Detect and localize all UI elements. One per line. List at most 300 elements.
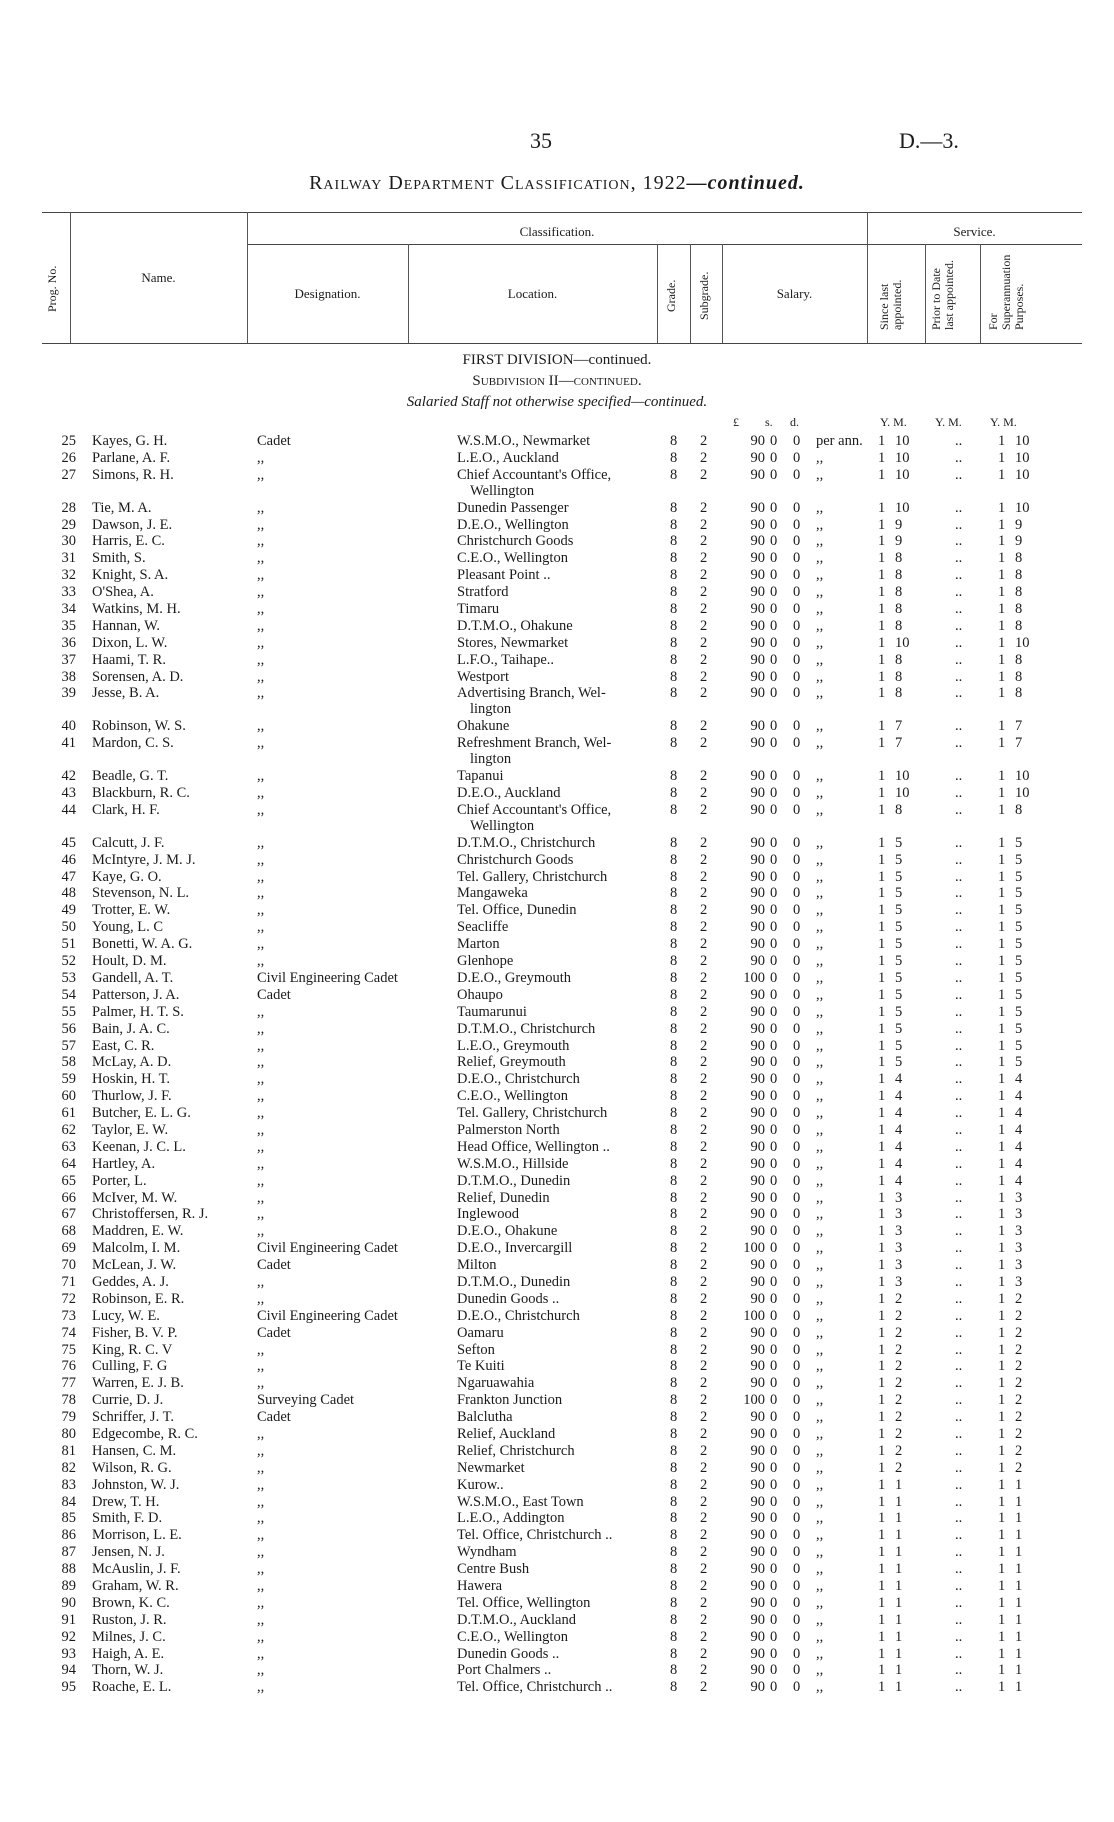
grade: 8 [670,685,678,702]
superannuation-years: 1 [998,1206,1006,1223]
designation: ,, [257,550,265,567]
location: Mangaweka [457,885,528,902]
salary-pounds: 90 [750,1375,765,1392]
designation: ,, [257,1054,265,1071]
grade: 8 [670,936,678,953]
subgrade: 2 [700,1121,708,1138]
salary-pounds: 90 [750,1679,765,1696]
designation: ,, [257,449,265,466]
superannuation-years: 1 [998,1628,1006,1645]
superannuation-months: 3 [1015,1206,1023,1223]
salary-pence: 0 [793,651,801,668]
since-last-years: 1 [878,1223,886,1240]
prior-to-date: .. [955,634,963,651]
grade: 8 [670,1611,678,1628]
salary-shillings: 0 [770,768,778,785]
superannuation-years: 1 [998,1442,1006,1459]
superannuation-years: 1 [998,685,1006,702]
since-last-months: 5 [895,868,903,885]
salary-pence: 0 [793,668,801,685]
superannuation-months: 5 [1015,919,1023,936]
prior-to-date: .. [955,834,963,851]
designation: Cadet [257,1324,291,1341]
staff-name: Stevenson, N. L. [92,885,190,902]
subgrade: 2 [700,834,708,851]
salary-period: ,, [816,1020,824,1037]
since-last-years: 1 [878,1257,886,1274]
prog-no: 42 [61,768,76,785]
superannuation-months: 1 [1015,1476,1023,1493]
staff-name: Fisher, B. V. P. [92,1324,178,1341]
grade: 8 [670,1493,678,1510]
prog-no: 39 [61,685,76,702]
prior-to-date: .. [955,1273,963,1290]
designation: Cadet [257,1409,291,1426]
salary-shillings: 0 [770,516,778,533]
table-row [0,1494,1114,1510]
salary-period: ,, [816,499,824,516]
salary-shillings: 0 [770,1172,778,1189]
grade: 8 [670,601,678,618]
superannuation-years: 1 [998,1088,1006,1105]
salary-pence: 0 [793,801,801,818]
prog-no: 88 [61,1561,76,1578]
grade: 8 [670,969,678,986]
location: Relief, Dunedin [457,1189,550,1206]
salary-pounds: 90 [750,1409,765,1426]
subgrade: 2 [700,1257,708,1274]
staff-name: Hannan, W. [92,617,161,634]
table-row [0,1156,1114,1172]
since-last-years: 1 [878,1442,886,1459]
prior-to-date: .. [955,1257,963,1274]
prior-to-date: .. [955,986,963,1003]
table-row [0,601,1114,617]
salary-pounds: 90 [750,601,765,618]
salary-shillings: 0 [770,1645,778,1662]
superannuation-years: 1 [998,433,1006,449]
subgrade: 2 [700,1290,708,1307]
designation: ,, [257,1510,265,1527]
staff-name: Bain, J. A. C. [92,1020,170,1037]
location: Chief Accountant's Office, [457,801,612,818]
since-last-years: 1 [878,1155,886,1172]
location: Glenhope [457,953,514,970]
superannuation-years: 1 [998,834,1006,851]
since-last-years: 1 [878,499,886,516]
table-row [0,1190,1114,1206]
subgrade: 2 [700,1003,708,1020]
salary-period: ,, [816,785,824,802]
salary-period: ,, [816,567,824,584]
salary-pounds: 90 [750,1561,765,1578]
salary-pounds: 90 [750,1155,765,1172]
salary-pence: 0 [793,735,801,752]
prior-to-date: .. [955,851,963,868]
prog-no: 40 [61,718,76,735]
col-for-superannuation: For Superannuation Purposes. [986,254,1026,330]
superannuation-years: 1 [998,801,1006,818]
grade: 8 [670,735,678,752]
salary-shillings: 0 [770,466,778,483]
since-last-months: 5 [895,986,903,1003]
subgrade: 2 [700,1493,708,1510]
table-row [0,1527,1114,1543]
prior-to-date: .. [955,919,963,936]
unit-pound: £ [733,415,739,429]
subgrade: 2 [700,953,708,970]
since-last-months: 3 [895,1189,903,1206]
prior-to-date: .. [955,1392,963,1409]
staff-name: Blackburn, R. C. [92,785,190,802]
location: Advertising Branch, Wel- [457,685,606,702]
staff-name: Morrison, L. E. [92,1527,182,1544]
salary-pence: 0 [793,1189,801,1206]
prior-to-date: .. [955,1324,963,1341]
superannuation-months: 2 [1015,1324,1023,1341]
salary-pence: 0 [793,785,801,802]
salary-pence: 0 [793,499,801,516]
since-last-months: 9 [895,516,903,533]
superannuation-months: 8 [1015,617,1023,634]
salary-shillings: 0 [770,1628,778,1645]
prior-to-date: .. [955,969,963,986]
since-last-months: 10 [895,634,910,651]
salary-shillings: 0 [770,1037,778,1054]
salary-pounds: 90 [750,1510,765,1527]
superannuation-months: 3 [1015,1257,1023,1274]
salary-shillings: 0 [770,449,778,466]
subgrade: 2 [700,801,708,818]
table-header [42,212,1082,344]
salary-shillings: 0 [770,1375,778,1392]
staff-name: King, R. C. V [92,1341,173,1358]
location: Taumarunui [457,1003,527,1020]
subgrade: 2 [700,466,708,483]
salary-shillings: 0 [770,851,778,868]
location: Frankton Junction [457,1392,563,1409]
salary-shillings: 0 [770,433,778,449]
prior-to-date: .. [955,1155,963,1172]
staff-name: Kaye, G. O. [92,868,162,885]
location: D.E.O., Christchurch [457,1071,580,1088]
since-last-months: 4 [895,1088,903,1105]
superannuation-months: 5 [1015,986,1023,1003]
superannuation-months: 5 [1015,868,1023,885]
table-row [0,1443,1114,1459]
prog-no: 45 [61,834,76,851]
salary-shillings: 0 [770,1459,778,1476]
salary-period: ,, [816,953,824,970]
since-last-months: 7 [895,735,903,752]
table-row [0,953,1114,969]
superannuation-months: 5 [1015,1003,1023,1020]
salary-pounds: 100 [743,1392,765,1409]
location: L.F.O., Taihape.. [457,651,555,668]
location: Newmarket [457,1459,525,1476]
superannuation-years: 1 [998,1240,1006,1257]
prior-to-date: .. [955,499,963,516]
table-row [0,1173,1114,1189]
prior-to-date: .. [955,1037,963,1054]
table-row [0,1291,1114,1307]
prior-to-date: .. [955,1088,963,1105]
since-last-years: 1 [878,1105,886,1122]
since-last-months: 2 [895,1459,903,1476]
subgrade: 2 [700,969,708,986]
since-last-months: 7 [895,718,903,735]
salary-shillings: 0 [770,1409,778,1426]
salary-period: ,, [816,685,824,702]
superannuation-years: 1 [998,1409,1006,1426]
designation: ,, [257,902,265,919]
superannuation-months: 4 [1015,1088,1023,1105]
superannuation-years: 1 [998,1273,1006,1290]
salary-period: ,, [816,1358,824,1375]
superannuation-years: 1 [998,1105,1006,1122]
salary-period: ,, [816,1189,824,1206]
salary-shillings: 0 [770,1155,778,1172]
superannuation-months: 5 [1015,851,1023,868]
subgrade: 2 [700,1341,708,1358]
table-row [0,1105,1114,1121]
prog-no: 44 [61,801,76,818]
salary-period: ,, [816,1105,824,1122]
since-last-months: 3 [895,1223,903,1240]
salary-period: ,, [816,1037,824,1054]
salary-shillings: 0 [770,834,778,851]
superannuation-months: 5 [1015,885,1023,902]
superannuation-months: 3 [1015,1223,1023,1240]
staff-name: Currie, D. J. [92,1392,164,1409]
salary-period: ,, [816,834,824,851]
designation: ,, [257,1088,265,1105]
salary-pounds: 90 [750,1257,765,1274]
grade: 8 [670,1054,678,1071]
since-last-months: 8 [895,685,903,702]
salary-period: ,, [816,851,824,868]
location: Palmerston North [457,1121,560,1138]
divider [657,244,658,343]
superannuation-years: 1 [998,1578,1006,1594]
grade: 8 [670,986,678,1003]
salary-period: ,, [816,1206,824,1223]
staff-name: McIntyre, J. M. J. [92,851,196,868]
designation: Civil Engineering Cadet [257,969,398,986]
designation: Surveying Cadet [257,1392,355,1409]
page-number: 35 [530,128,552,153]
since-last-months: 5 [895,851,903,868]
subgrade: 2 [700,1561,708,1578]
grade: 8 [670,1594,678,1611]
location: Stratford [457,584,509,601]
superannuation-months: 4 [1015,1071,1023,1088]
designation: ,, [257,1527,265,1544]
staff-name: Parlane, A. F. [92,449,171,466]
since-last-months: 5 [895,969,903,986]
location: Christchurch Goods [457,851,574,868]
prog-no: 58 [61,1054,76,1071]
table-row [0,885,1114,901]
salary-shillings: 0 [770,718,778,735]
superannuation-years: 1 [998,1324,1006,1341]
prog-no: 74 [61,1324,76,1341]
salary-pounds: 90 [750,1476,765,1493]
salary-pounds: 90 [750,785,765,802]
superannuation-months: 10 [1015,785,1030,802]
grade: 8 [670,1561,678,1578]
staff-name: Porter, L. [92,1172,147,1189]
grade: 8 [670,449,678,466]
salary-pounds: 90 [750,499,765,516]
since-last-years: 1 [878,449,886,466]
salary-pounds: 90 [750,718,765,735]
salary-pence: 0 [793,1375,801,1392]
location: Hawera [457,1578,503,1594]
prog-no: 85 [61,1510,76,1527]
location: Tel. Gallery, Christchurch [457,868,608,885]
superannuation-months: 3 [1015,1240,1023,1257]
grade: 8 [670,1088,678,1105]
since-last-years: 1 [878,1527,886,1544]
salary-pounds: 90 [750,651,765,668]
table-row [0,919,1114,935]
table-row [0,1629,1114,1645]
subgrade: 2 [700,1425,708,1442]
designation: ,, [257,533,265,550]
superannuation-years: 1 [998,1003,1006,1020]
prior-to-date: .. [955,533,963,550]
prog-no: 94 [61,1662,76,1679]
header-top-rule [42,212,1082,213]
superannuation-months: 5 [1015,902,1023,919]
location: Westport [457,668,509,685]
designation: ,, [257,919,265,936]
salary-pounds: 90 [750,1290,765,1307]
superannuation-years: 1 [998,1425,1006,1442]
grade: 8 [670,885,678,902]
salary-shillings: 0 [770,1121,778,1138]
grade: 8 [670,1341,678,1358]
staff-table [0,433,1114,1696]
salary-period: ,, [816,1442,824,1459]
prior-to-date: .. [955,1341,963,1358]
salary-pounds: 100 [743,1240,765,1257]
superannuation-years: 1 [998,1189,1006,1206]
since-last-years: 1 [878,516,886,533]
since-last-months: 5 [895,953,903,970]
superannuation-years: 1 [998,1611,1006,1628]
designation: ,, [257,651,265,668]
designation: Cadet [257,986,291,1003]
table-row [0,1358,1114,1374]
prior-to-date: .. [955,1003,963,1020]
designation: ,, [257,1476,265,1493]
salary-period: ,, [816,1611,824,1628]
salary-period: ,, [816,1341,824,1358]
since-last-years: 1 [878,1273,886,1290]
prior-to-date: .. [955,1105,963,1122]
grade: 8 [670,1358,678,1375]
salary-period: ,, [816,1493,824,1510]
since-last-months: 1 [895,1510,903,1527]
salary-pounds: 90 [750,768,765,785]
superannuation-months: 2 [1015,1459,1023,1476]
table-row [0,1088,1114,1104]
subgrade: 2 [700,1527,708,1544]
grade: 8 [670,533,678,550]
salary-pounds: 90 [750,868,765,885]
subgrade: 2 [700,1307,708,1324]
since-last-years: 1 [878,735,886,752]
prog-no: 76 [61,1358,76,1375]
prog-no: 60 [61,1088,76,1105]
prog-no: 25 [61,433,76,449]
staff-name: Milnes, J. C. [92,1628,166,1645]
since-last-months: 1 [895,1679,903,1696]
since-last-months: 1 [895,1527,903,1544]
salary-period: ,, [816,1544,824,1561]
prog-no: 28 [61,499,76,516]
designation: ,, [257,1037,265,1054]
prog-no: 66 [61,1189,76,1206]
salary-period: ,, [816,1003,824,1020]
table-row [0,1257,1114,1273]
since-last-years: 1 [878,1561,886,1578]
since-last-years: 1 [878,1628,886,1645]
prog-no: 81 [61,1442,76,1459]
staff-name: Butcher, E. L. G. [92,1105,191,1122]
subgrade: 2 [700,986,708,1003]
grade: 8 [670,1206,678,1223]
superannuation-years: 1 [998,1155,1006,1172]
superannuation-months: 5 [1015,1020,1023,1037]
salary-pence: 0 [793,1037,801,1054]
superannuation-years: 1 [998,953,1006,970]
salary-period: ,, [816,1510,824,1527]
salary-pounds: 90 [750,1594,765,1611]
since-last-years: 1 [878,533,886,550]
salary-pounds: 90 [750,1544,765,1561]
salary-period: ,, [816,1425,824,1442]
salary-pounds: 90 [750,1206,765,1223]
superannuation-months: 1 [1015,1527,1023,1544]
location: D.E.O., Auckland [457,785,561,802]
designation: Civil Engineering Cadet [257,1307,398,1324]
since-last-years: 1 [878,1341,886,1358]
location-continued: Wellington [470,817,535,834]
salary-pence: 0 [793,1003,801,1020]
location: W.S.M.O., Hillside [457,1155,569,1172]
salary-pounds: 90 [750,668,765,685]
table-row [0,500,1114,516]
prog-no: 87 [61,1544,76,1561]
table-row [0,1662,1114,1678]
location: Tel. Office, Christchurch .. [457,1679,613,1696]
grade: 8 [670,1037,678,1054]
salary-shillings: 0 [770,785,778,802]
superannuation-years: 1 [998,1561,1006,1578]
since-last-years: 1 [878,1425,886,1442]
since-last-years: 1 [878,1578,886,1594]
superannuation-months: 1 [1015,1578,1023,1594]
salary-pence: 0 [793,1493,801,1510]
salary-shillings: 0 [770,1257,778,1274]
grade: 8 [670,584,678,601]
salary-period: ,, [816,1594,824,1611]
staff-name: Simons, R. H. [92,466,174,483]
since-last-years: 1 [878,718,886,735]
